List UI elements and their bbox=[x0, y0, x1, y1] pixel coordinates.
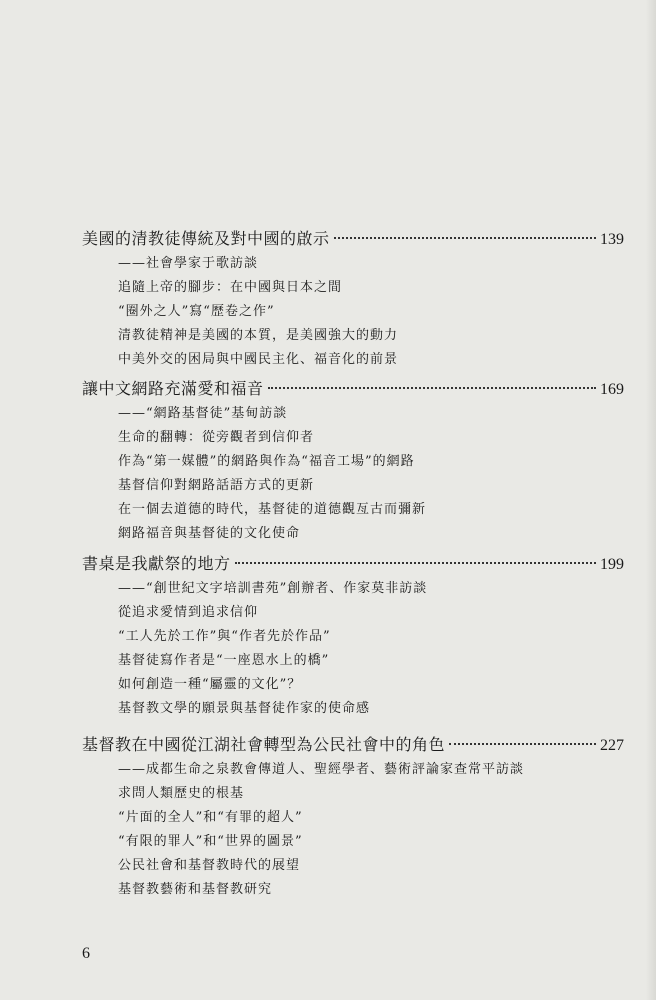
page-number: 6 bbox=[82, 945, 90, 962]
dot-leader bbox=[235, 562, 596, 564]
toc-heading-title: 美國的清教徒傳統及對中國的啟示 bbox=[82, 229, 330, 248]
toc-item: 求問人類歷史的根基 bbox=[118, 786, 245, 801]
toc-heading-title: 讓中文網路充滿愛和福音 bbox=[82, 379, 264, 398]
toc-item: “片面的全人”和“有罪的超人” bbox=[118, 810, 303, 825]
toc-item: 公民社會和基督教時代的展望 bbox=[118, 858, 301, 873]
toc-item: 基督徒寫作者是“一座恩水上的橋” bbox=[118, 653, 330, 668]
toc-item: 清教徒精神是美國的本質，是美國強大的動力 bbox=[118, 328, 399, 343]
toc-item: “工人先於工作”與“作者先於作品” bbox=[118, 629, 331, 644]
toc-subtitle: ——社會學家于歌訪談 bbox=[118, 256, 259, 271]
toc-section bbox=[82, 376, 624, 546]
toc-heading bbox=[82, 226, 624, 252]
toc-item: 中美外交的困局與中國民主化、福音化的前景 bbox=[118, 352, 399, 367]
toc-section bbox=[82, 226, 624, 372]
toc-subtitle: ——成都生命之泉教會傳道人、聖經學者、藝術評論家查常平訪談 bbox=[118, 762, 525, 777]
dot-leader bbox=[334, 237, 596, 239]
toc-section bbox=[82, 551, 624, 721]
toc-item: 基督教藝術和基督教研究 bbox=[118, 882, 273, 897]
toc-item: 基督信仰對網路話語方式的更新 bbox=[118, 478, 315, 493]
toc-item: 生命的翻轉：從旁觀者到信仰者 bbox=[118, 430, 315, 445]
toc-subtitle: ——“網路基督徒”基甸訪談 bbox=[118, 406, 288, 421]
toc-heading-page: 169 bbox=[600, 381, 624, 398]
toc-item: 如何創造一種“屬靈的文化”？ bbox=[118, 677, 302, 692]
toc-heading-page: 227 bbox=[600, 737, 624, 754]
toc-heading bbox=[82, 732, 624, 758]
toc-heading-title: 基督教在中國從江湖社會轉型為公民社會中的角色 bbox=[82, 735, 446, 754]
toc-heading bbox=[82, 376, 624, 402]
toc-item: 網路福音與基督徒的文化使命 bbox=[118, 526, 301, 541]
toc-subtitle: ——“創世紀文字培訓書苑”創辦者、作家莫非訪談 bbox=[118, 581, 428, 596]
dot-leader bbox=[268, 387, 596, 389]
toc-heading-page: 199 bbox=[600, 556, 624, 573]
page-edge-shadow bbox=[646, 0, 656, 1000]
toc-item: 追隨上帝的腳步：在中國與日本之間 bbox=[118, 280, 343, 295]
toc-item: 作為“第一媒體”的網路與作為“福音工場”的網路 bbox=[118, 454, 415, 469]
toc-item: 基督教文學的願景與基督徒作家的使命感 bbox=[118, 701, 371, 716]
toc-heading-title: 書桌是我獻祭的地方 bbox=[82, 554, 231, 573]
dot-leader bbox=[449, 743, 596, 745]
toc-section bbox=[82, 732, 624, 902]
toc-heading-page: 139 bbox=[600, 231, 624, 248]
toc-heading bbox=[82, 551, 624, 577]
toc-item: “圈外之人”寫“歷卷之作” bbox=[118, 304, 275, 319]
toc-item: 從追求愛情到追求信仰 bbox=[118, 605, 259, 620]
toc-item: “有限的罪人”和“世界的圖景” bbox=[118, 834, 303, 849]
toc-item: 在一個去道德的時代，基督徒的道德觀亙古而彌新 bbox=[118, 502, 427, 517]
